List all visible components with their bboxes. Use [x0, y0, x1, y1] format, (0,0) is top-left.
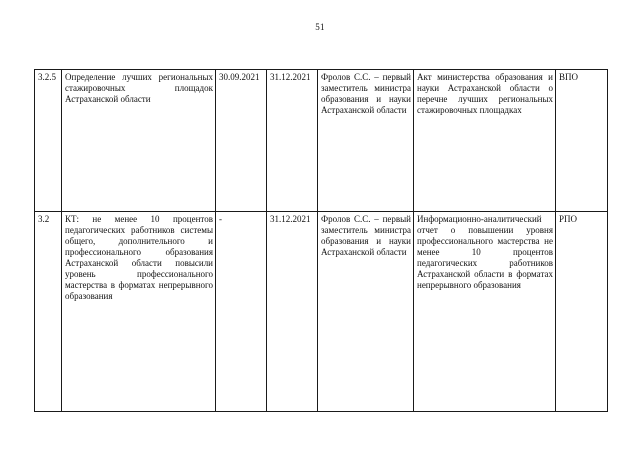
end-date-cell: 31.12.2021 — [267, 70, 318, 212]
start-date-cell: 30.09.2021 — [216, 70, 267, 212]
result-cell: Информационно-аналитический отчет о повышении уровня профессионального мастерства не менее 10 процентов педагогических работников Астраханской области в форматах непрерывного образования — [414, 212, 556, 412]
level-cell: РПО — [556, 212, 608, 412]
level-cell: ВПО — [556, 70, 608, 212]
table-row — [35, 212, 608, 412]
end-date-cell: 31.12.2021 — [267, 212, 318, 412]
row-number-cell: 3.2 — [35, 212, 62, 412]
event-name-cell: КТ: не менее 10 процентов педагогических работников системы общего, дополнительного и профессионального образования Астраханской области повысили уровень профессионального мастерства в форматах непрерывного образования — [62, 212, 216, 412]
page-number: 51 — [315, 22, 325, 32]
event-name-cell: Определение лучших региональных стажировочных площадок Астраханской области — [62, 70, 216, 212]
responsible-cell: Фролов С.С. – первый заместитель министра образования и науки Астраханской области — [318, 212, 414, 412]
responsible-cell: Фролов С.С. – первый заместитель министра образования и науки Астраханской области — [318, 70, 414, 212]
result-cell: Акт министерства образования и науки Астраханской области о перечне лучших региональных стажировочных площадках — [414, 70, 556, 212]
table-row — [35, 70, 608, 212]
start-date-cell: - — [216, 212, 267, 412]
plan-table — [34, 69, 608, 412]
row-number-cell: 3.2.5 — [35, 70, 62, 212]
